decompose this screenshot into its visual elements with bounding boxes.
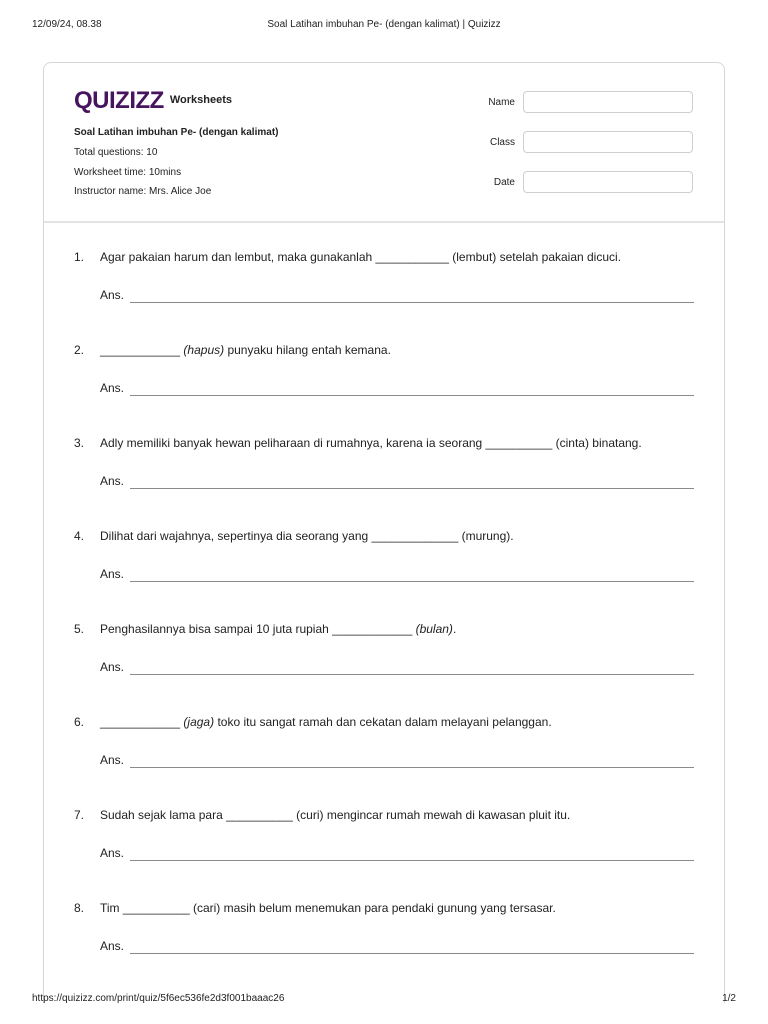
answer-line[interactable] (130, 488, 694, 489)
logo-row (74, 85, 232, 113)
question-text-after: (curi) mengincar rumah mewah di kawasan pluit itu. (296, 808, 571, 822)
answer-label: Ans. (100, 660, 125, 674)
question-hint: (jaga) (183, 715, 215, 729)
question-number: 5. (74, 622, 85, 636)
question-text-before: ____________ (100, 343, 184, 357)
date-label: Date (493, 177, 515, 188)
print-url: https://quizizz.com/print/quiz/5f6ec536fe2d3f001baaac26 (32, 993, 285, 1004)
answer-line[interactable] (130, 767, 694, 768)
question-text (100, 343, 694, 357)
question-text (100, 436, 694, 450)
question-number: 4. (74, 529, 85, 543)
print-title: Soal Latihan imbuhan Pe- (dengan kalimat) | Quizizz (267, 19, 501, 30)
question-text (100, 622, 694, 636)
answer-label: Ans. (100, 381, 125, 395)
question-item (74, 622, 694, 692)
print-footer (32, 993, 736, 1007)
answer-line[interactable] (130, 953, 694, 954)
question-text (100, 715, 694, 729)
question-text-before: Adly memiliki banyak hewan peliharaan di rumahnya, karena ia seorang __________ (100, 436, 556, 450)
question-text-after: punyaku hilang entah kemana. (224, 343, 391, 357)
question-text-after: toko itu sangat ramah dan cekatan dalam melayani pelanggan. (214, 715, 552, 729)
answer-label: Ans. (100, 567, 125, 581)
question-item (74, 808, 694, 878)
question-number: 7. (74, 808, 85, 822)
question-text-after: (cari) masih belum menemukan para pendaki gunung yang tersasar. (192, 901, 556, 915)
question-number: 8. (74, 901, 85, 915)
question-text (100, 901, 694, 915)
question-text (100, 808, 694, 822)
print-date: 12/09/24, 08.38 (32, 19, 102, 30)
question-item (74, 436, 694, 506)
answer-line[interactable] (130, 860, 694, 861)
answer-label: Ans. (100, 939, 125, 953)
question-text-after: (cinta) binatang. (555, 436, 642, 450)
answer-line[interactable] (130, 302, 694, 303)
question-text-after: (murung). (461, 529, 514, 543)
question-text-before: ____________ (100, 715, 184, 729)
question-text-before: Dilihat dari wajahnya, sepertinya dia seorang yang _____________ (100, 529, 462, 543)
question-text-before: Penghasilannya bisa sampai 10 juta rupiah ____________ (100, 622, 416, 636)
class-label: Class (489, 137, 515, 148)
print-header (32, 19, 736, 33)
question-number: 2. (74, 343, 85, 357)
question-number: 6. (74, 715, 85, 729)
page-number: 1/2 (722, 993, 736, 1004)
question-number: 1. (74, 250, 85, 264)
question-item (74, 250, 694, 320)
question-number: 3. (74, 436, 85, 450)
instructor-name: Instructor name: Mrs. Alice Joe (74, 186, 212, 197)
question-hint: (hapus) (183, 343, 225, 357)
question-item (74, 529, 694, 599)
answer-line[interactable] (130, 674, 694, 675)
answer-label: Ans. (100, 288, 125, 302)
question-text-after: (lembut) setelah pakaian dicuci. (452, 250, 622, 264)
answer-line[interactable] (130, 395, 694, 396)
answer-line[interactable] (130, 581, 694, 582)
worksheet-time: Worksheet time: 10mins (74, 167, 182, 178)
class-field[interactable] (523, 131, 693, 153)
question-text-before: Tim __________ (100, 901, 193, 915)
total-questions: Total questions: 10 (74, 147, 158, 158)
answer-label: Ans. (100, 753, 125, 767)
question-item (74, 343, 694, 413)
question-text (100, 250, 694, 264)
question-text (100, 529, 694, 543)
answer-label: Ans. (100, 846, 125, 860)
question-text-before: Agar pakaian harum dan lembut, maka gunakanlah ___________ (100, 250, 453, 264)
question-text-before: Sudah sejak lama para __________ (100, 808, 297, 822)
answer-label: Ans. (100, 474, 125, 488)
name-field[interactable] (523, 91, 693, 113)
question-item (74, 715, 694, 785)
question-text-after: . (452, 622, 457, 636)
logo-subtitle: Worksheets (169, 94, 232, 106)
worksheet-card (43, 62, 725, 1003)
question-item (74, 901, 694, 971)
question-hint: (bulan) (415, 622, 453, 636)
quizizz-logo: QUIZIZZ (74, 87, 164, 114)
worksheet-header (44, 63, 724, 223)
quiz-title: Soal Latihan imbuhan Pe- (dengan kalimat) (74, 127, 279, 138)
name-label: Name (488, 97, 515, 108)
date-field[interactable] (523, 171, 693, 193)
